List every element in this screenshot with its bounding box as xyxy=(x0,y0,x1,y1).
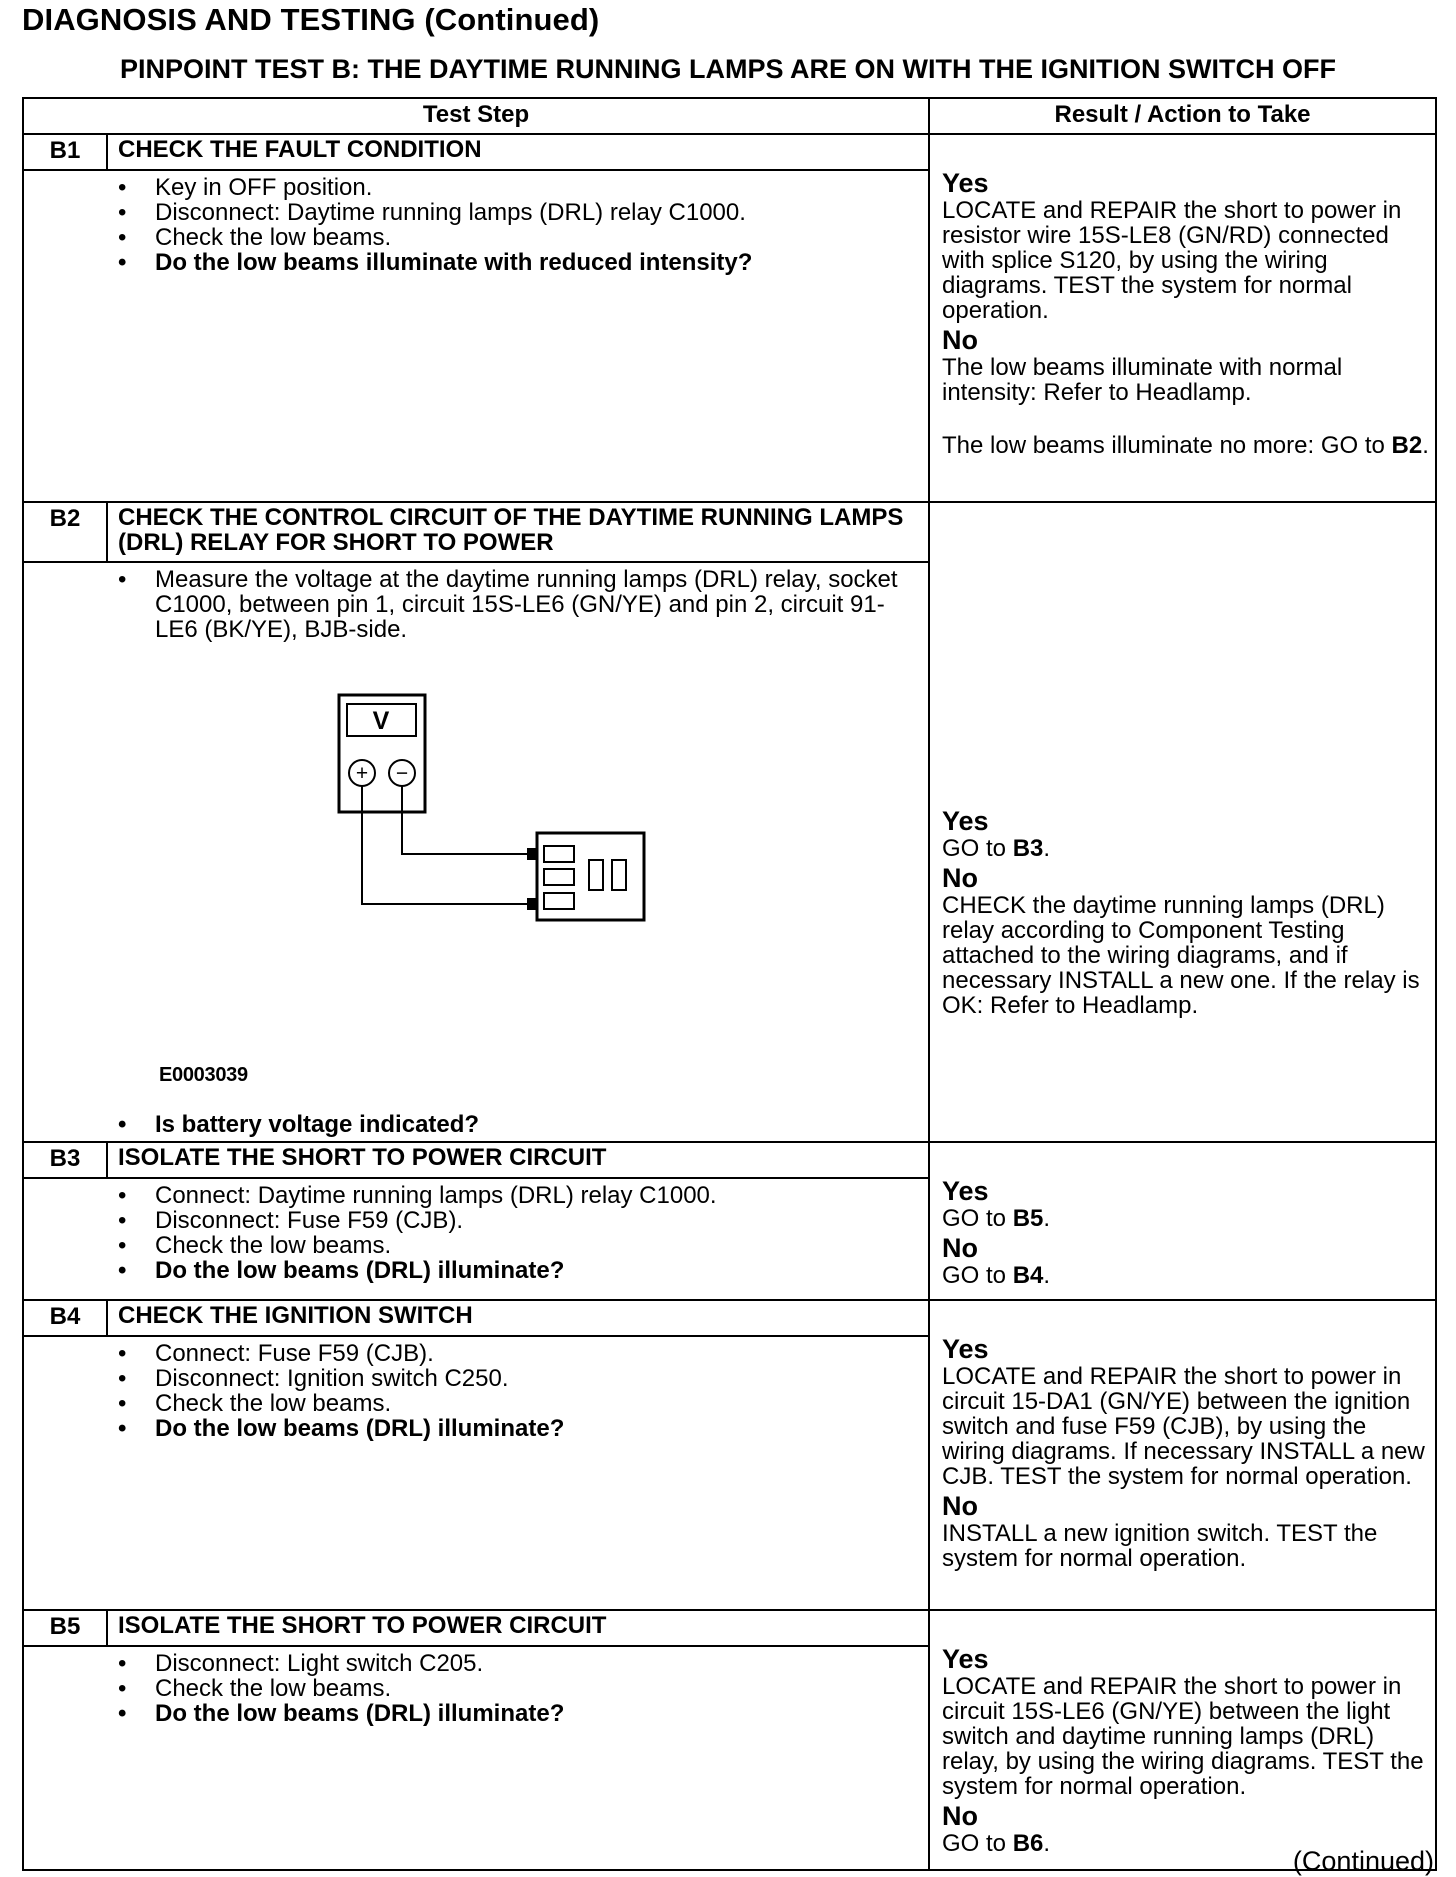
no-action: The low beams illuminate with normal intensity: Refer to Headlamp. xyxy=(942,354,1343,406)
voltmeter-label: V xyxy=(372,707,390,735)
list-item: • Disconnect: Fuse F59 (CJB). xyxy=(155,1208,918,1233)
no-action-secondary: The low beams illuminate no more: GO to B2. xyxy=(942,432,1429,459)
no-action: GO to B4. xyxy=(942,1262,1051,1289)
step-question: • Do the low beams (DRL) illuminate? xyxy=(155,1258,918,1283)
yes-action: LOCATE and REPAIR the short to power in resistor wire 15S-LE8 (GN/RD) connected with splice S120, by using the wiring diagrams. TEST the system for normal operation. xyxy=(942,197,1402,324)
socket-pin xyxy=(589,860,603,890)
list-item: • Disconnect: Ignition switch C250. xyxy=(155,1366,918,1391)
no-label: No xyxy=(942,863,978,893)
column-header-test-step: Test Step xyxy=(23,98,929,134)
step-title: CHECK THE IGNITION SWITCH xyxy=(107,1300,929,1336)
step-b4-header-row xyxy=(23,1300,1436,1336)
figure-id: E0003039 xyxy=(159,1064,248,1086)
step-question: • Do the low beams (DRL) illuminate? xyxy=(155,1416,918,1441)
step-reference: B2 xyxy=(1391,432,1423,459)
list-item: • Disconnect: Light switch C205. xyxy=(155,1651,918,1676)
step-b2-result xyxy=(929,502,1436,1142)
step-id: B3 xyxy=(23,1142,107,1178)
yes-action: LOCATE and REPAIR the short to power in circuit 15-DA1 (GN/YE) between the ignition switch and fuse F59 (CJB), by using the wiring diagrams. If necessary INSTALL a new CJB. TEST the system for normal operation. xyxy=(942,1363,1425,1490)
yes-action: LOCATE and REPAIR the short to power in circuit 15S-LE6 (GN/YE) between the light switch and daytime running lamps (DRL) relay, by using the wiring diagrams. TEST the system for normal operation. xyxy=(942,1673,1424,1800)
step-title: ISOLATE THE SHORT TO POWER CIRCUIT xyxy=(107,1610,929,1646)
step-b1-header-row xyxy=(23,134,1436,170)
step-title: CHECK THE CONTROL CIRCUIT OF THE DAYTIME RUNNING LAMPS (DRL) RELAY FOR SHORT TO POWER xyxy=(107,502,929,562)
step-reference: B6 xyxy=(1012,1830,1044,1857)
step-b1-instructions xyxy=(23,170,929,502)
page-title: DIAGNOSIS AND TESTING (Continued) xyxy=(22,2,600,37)
yes-label: Yes xyxy=(942,168,989,198)
step-title: CHECK THE FAULT CONDITION xyxy=(107,134,929,170)
pinpoint-test-table xyxy=(22,97,1437,1871)
table-header-row xyxy=(23,98,1436,134)
socket-pin xyxy=(544,846,574,862)
step-b1-result xyxy=(929,134,1436,502)
step-b3-result xyxy=(929,1142,1436,1300)
no-action: CHECK the daytime running lamps (DRL) relay according to Component Testing attached to the wiring diagrams, and if necessary INSTALL a new one. If the relay is OK: Refer to Headlamp. xyxy=(942,892,1420,1019)
step-b2-instructions xyxy=(23,562,929,1142)
list-item: • Check the low beams. xyxy=(155,1233,918,1258)
list-item: • Check the low beams. xyxy=(155,1391,918,1416)
plus-sign: + xyxy=(355,762,369,785)
no-action: INSTALL a new ignition switch. TEST the system for normal operation. xyxy=(942,1520,1378,1572)
yes-action: GO to B3. xyxy=(942,835,1051,862)
yes-label: Yes xyxy=(942,1334,989,1364)
list-item: • Connect: Daytime running lamps (DRL) relay C1000. xyxy=(155,1183,918,1208)
list-item: • Measure the voltage at the daytime running lamps (DRL) relay, socket C1000, between pin 1, circuit 15S-LE6 (GN/YE) and pin 2, circuit 91-LE6 (BK/YE), BJB-side. xyxy=(155,567,918,642)
step-title: ISOLATE THE SHORT TO POWER CIRCUIT xyxy=(107,1142,929,1178)
yes-label: Yes xyxy=(942,1644,989,1674)
yes-action: GO to B5. xyxy=(942,1205,1051,1232)
step-reference: B5 xyxy=(1012,1205,1044,1232)
step-id: B1 xyxy=(23,134,107,170)
socket-pin xyxy=(544,869,574,885)
socket-pin xyxy=(544,893,574,909)
list-item: • Check the low beams. xyxy=(155,1676,918,1701)
step-b5-result xyxy=(929,1610,1436,1870)
step-b4-instructions xyxy=(23,1336,929,1610)
step-b3-instructions xyxy=(23,1178,929,1300)
no-label: No xyxy=(942,1801,978,1831)
minus-sign: − xyxy=(395,762,409,785)
step-id: B4 xyxy=(23,1300,107,1336)
no-label: No xyxy=(942,325,978,355)
step-b5-header-row xyxy=(23,1610,1436,1646)
step-id: B5 xyxy=(23,1610,107,1646)
pinpoint-test-title: PINPOINT TEST B: THE DAYTIME RUNNING LAMPS ARE ON WITH THE IGNITION SWITCH OFF xyxy=(120,54,1336,84)
step-reference: B3 xyxy=(1012,835,1044,862)
voltmeter-illustration xyxy=(24,642,930,1042)
step-reference: B4 xyxy=(1012,1262,1044,1289)
socket-pin xyxy=(612,860,626,890)
step-question: • Is battery voltage indicated? xyxy=(155,1112,918,1137)
list-item: • Disconnect: Daytime running lamps (DRL) relay C1000. xyxy=(155,200,918,225)
step-b5-instructions xyxy=(23,1646,929,1870)
step-id: B2 xyxy=(23,502,107,562)
list-item: • Connect: Fuse F59 (CJB). xyxy=(155,1341,918,1366)
step-b4-result xyxy=(929,1300,1436,1610)
no-label: No xyxy=(942,1491,978,1521)
no-label: No xyxy=(942,1233,978,1263)
list-item: • Check the low beams. xyxy=(155,225,918,250)
continued-note: (Continued) xyxy=(1292,1846,1434,1876)
step-question: • Do the low beams (DRL) illuminate? xyxy=(155,1701,918,1726)
yes-label: Yes xyxy=(942,806,989,836)
list-item: • Key in OFF position. xyxy=(155,175,918,200)
step-question: • Do the low beams illuminate with reduced intensity? xyxy=(155,250,918,275)
step-b3-header-row xyxy=(23,1142,1436,1178)
column-header-result: Result / Action to Take xyxy=(929,98,1436,134)
voltmeter-diagram xyxy=(24,642,928,1112)
no-action: GO to B6. xyxy=(942,1830,1051,1857)
yes-label: Yes xyxy=(942,1176,989,1206)
step-b2-header-row xyxy=(23,502,1436,562)
